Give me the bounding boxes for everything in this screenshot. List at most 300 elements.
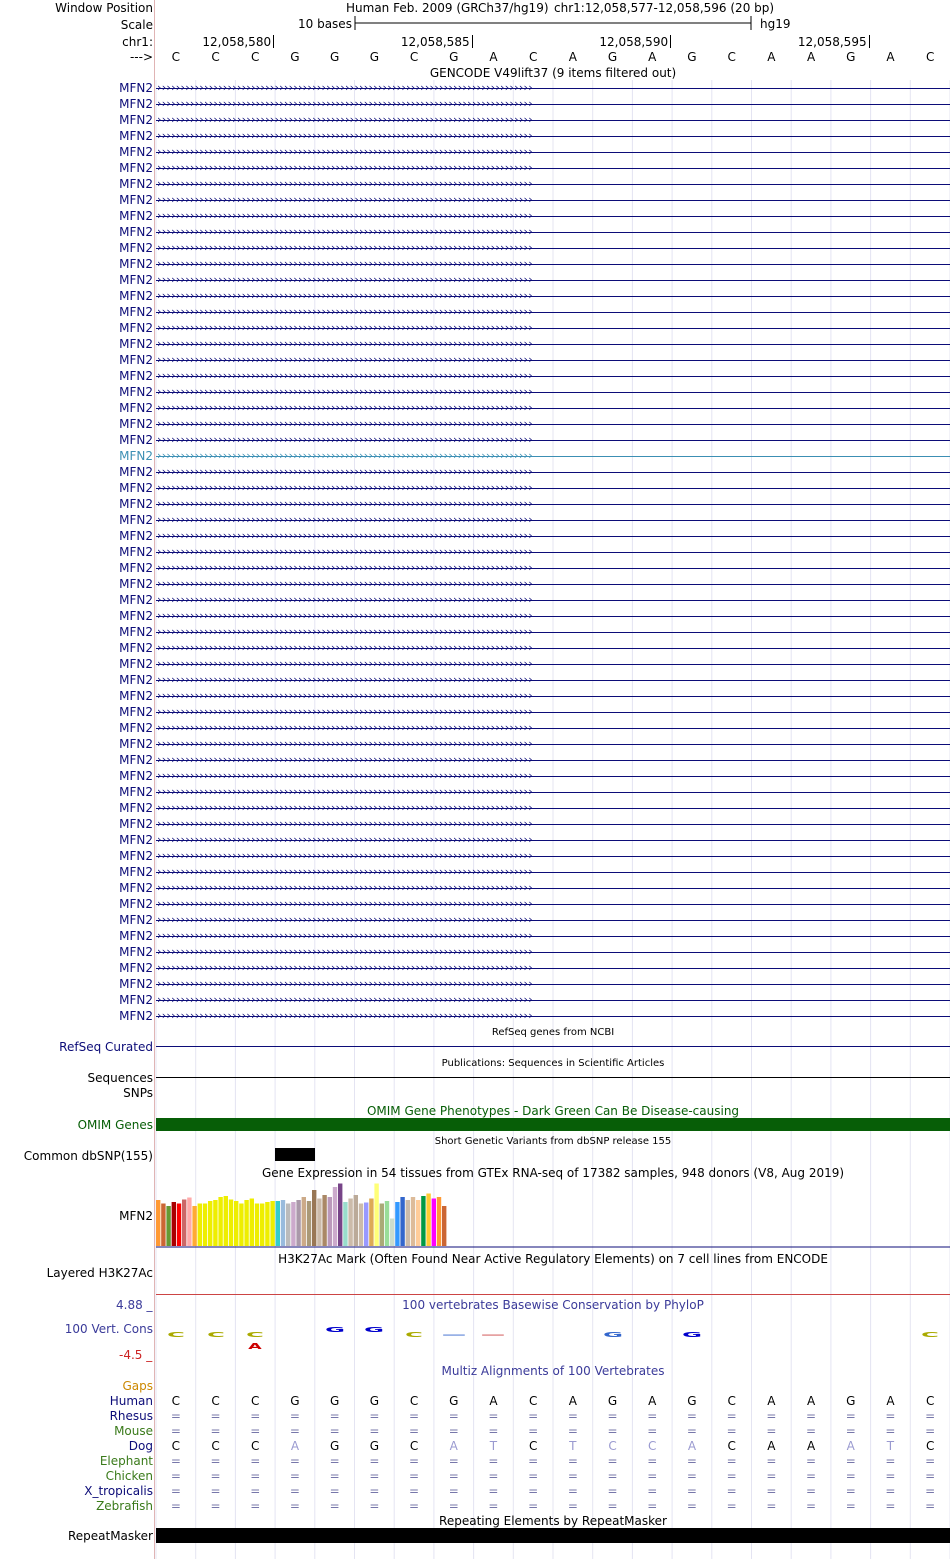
multiz-base: = — [170, 1469, 181, 1483]
multiz-base: = — [925, 1409, 936, 1423]
gencode-gene-label[interactable]: MFN2 — [119, 257, 153, 271]
gencode-gene-label[interactable]: MFN2 — [119, 449, 153, 463]
position-text: chr1:12,058,577-12,058,596 (20 bp) — [554, 1, 775, 15]
gencode-strand-chevrons: ›››››››››››››››››››››››››››››››››››››››››››››››››››››››››››››››››››››››››››››››› — [157, 225, 533, 238]
gencode-strand-chevrons: ›››››››››››››››››››››››››››››››››››››››››››››››››››››››››››››››››››››››››››››››› — [157, 801, 533, 814]
repeatmasker-track-title[interactable]: Repeating Elements by RepeatMasker — [439, 1514, 667, 1528]
gencode-strand-chevrons: ›››››››››››››››››››››››››››››››››››››››››››››››››››››››››››››››››››››››››››››››› — [157, 193, 533, 206]
multiz-species-label[interactable]: Mouse — [114, 1424, 153, 1438]
multiz-species-label[interactable]: Dog — [128, 1439, 153, 1453]
gencode-gene-label[interactable]: MFN2 — [119, 593, 153, 607]
gtex-tissue-bar[interactable] — [374, 1184, 378, 1247]
publications-line[interactable] — [156, 1077, 950, 1078]
phylop-base-glyph[interactable]: C — [246, 1330, 265, 1339]
gtex-expression-bars[interactable] — [156, 1176, 950, 1248]
gencode-gene-label[interactable]: MFN2 — [119, 145, 153, 159]
multiz-base: A — [767, 1394, 776, 1408]
phylop-base-glyph[interactable]: — — [481, 1330, 506, 1339]
gencode-gene-label[interactable]: MFN2 — [119, 1009, 153, 1023]
multiz-base: C — [409, 1439, 419, 1453]
multiz-base: = — [250, 1469, 261, 1483]
multiz-base: = — [726, 1484, 737, 1498]
gencode-strand-chevrons: ›››››››››››››››››››››››››››››››››››››››››››››››››››››››››››››››››››››››››››››››› — [157, 625, 533, 638]
multiz-base: = — [766, 1469, 777, 1483]
gtex-tissue-bar[interactable] — [239, 1204, 243, 1247]
multiz-base: T — [489, 1439, 498, 1453]
gtex-tissue-bar[interactable] — [213, 1200, 217, 1246]
gencode-strand-chevrons: ›››››››››››››››››››››››››››››››››››››››››››››››››››››››››››››››››››››››››››››››› — [157, 81, 533, 94]
gencode-gene-label[interactable]: MFN2 — [119, 881, 153, 895]
gtex-tissue-bar[interactable] — [421, 1196, 425, 1246]
scale-genome: hg19 — [760, 17, 791, 31]
multiz-base: = — [409, 1484, 420, 1498]
multiz-base: = — [766, 1424, 777, 1438]
multiz-species-label[interactable]: Human — [109, 1394, 153, 1408]
gtex-tissue-bar[interactable] — [416, 1200, 420, 1246]
refseq-track-label[interactable]: RefSeq Curated — [59, 1040, 153, 1054]
multiz-base: = — [369, 1424, 380, 1438]
gencode-gene-label[interactable]: MFN2 — [119, 417, 153, 431]
gencode-gene-label[interactable]: MFN2 — [119, 353, 153, 367]
multiz-base: A — [806, 1394, 816, 1408]
multiz-base: A — [568, 1394, 577, 1408]
gtex-tissue-bar[interactable] — [218, 1197, 222, 1246]
gtex-tissue-bar[interactable] — [156, 1200, 160, 1246]
gtex-tissue-bar[interactable] — [380, 1204, 384, 1247]
multiz-species-label[interactable]: X_tropicalis — [84, 1484, 153, 1498]
gtex-tissue-bar[interactable] — [270, 1201, 274, 1246]
gencode-gene-label[interactable]: MFN2 — [119, 561, 153, 575]
multiz-base: = — [686, 1484, 697, 1498]
dbsnp-variant-block[interactable] — [275, 1148, 315, 1161]
multiz-base: = — [567, 1469, 578, 1483]
coord-tick-label: 12,058,580 — [202, 35, 272, 49]
gtex-tissue-bar[interactable] — [354, 1195, 358, 1246]
multiz-base: = — [250, 1409, 261, 1423]
multiz-base: G — [329, 1394, 340, 1408]
gencode-strand-chevrons: ›››››››››››››››››››››››››››››››››››››››››››››››››››››››››››››››››››››››››››››››› — [157, 657, 533, 670]
gencode-strand-chevrons: ›››››››››››››››››››››››››››››››››››››››››››››››››››››››››››››››››››››››››››››››› — [157, 497, 533, 510]
gencode-gene-label[interactable]: MFN2 — [119, 801, 153, 815]
gtex-tissue-bar[interactable] — [161, 1204, 165, 1247]
gtex-tissue-bar[interactable] — [281, 1200, 285, 1246]
gtex-tissue-bar[interactable] — [166, 1206, 170, 1246]
gencode-strand-chevrons: ›››››››››››››››››››››››››››››››››››››››››››››››››››››››››››››››››››››››››››››››› — [157, 577, 533, 590]
multiz-species-label[interactable]: Rhesus — [109, 1409, 153, 1423]
gencode-track-title[interactable]: GENCODE V49lift37 (9 items filtered out) — [429, 66, 677, 80]
phylop-track-title[interactable]: 100 vertebrates Basewise Conservation by PhyloP — [402, 1298, 704, 1312]
multiz-base: = — [528, 1499, 539, 1513]
base-letter: G — [449, 50, 459, 64]
base-letter: C — [211, 50, 220, 64]
gencode-strand-chevrons: ›››››››››››››››››››››››››››››››››››››››››››››››››››››››››››››››››››››››››››››››› — [157, 145, 533, 158]
gencode-strand-chevrons: ›››››››››››››››››››››››››››››››››››››››››››››››››››››››››››››››››››››››››››››››› — [157, 257, 533, 270]
gtex-tissue-bar[interactable] — [255, 1204, 259, 1247]
multiz-base: C — [528, 1439, 538, 1453]
phylop-base-glyph[interactable]: — — [441, 1330, 466, 1339]
multiz-base: = — [289, 1409, 300, 1423]
multiz-base: = — [845, 1499, 856, 1513]
gencode-strand-chevrons: ›››››››››››››››››››››››››››››››››››››››››››››››››››››››››››››››››››››››››››››››› — [157, 977, 533, 990]
phylop-base-glyph[interactable]: C — [921, 1330, 940, 1339]
gencode-strand-chevrons: ›››››››››››››››››››››››››››››››››››››››››››››››››››››››››››››››››››››››››››››››› — [157, 721, 533, 734]
gencode-gene-label[interactable]: MFN2 — [119, 673, 153, 687]
gtex-tissue-bar[interactable] — [432, 1199, 436, 1247]
refseq-track-title[interactable]: RefSeq genes from NCBI — [491, 1027, 615, 1038]
gencode-strand-chevrons: ›››››››››››››››››››››››››››››››››››››››››››››››››››››››››››››››››››››››››››››››› — [157, 641, 533, 654]
gtex-tissue-bar[interactable] — [265, 1202, 269, 1246]
coord-tick-mark — [869, 35, 870, 48]
multiz-base: = — [647, 1469, 658, 1483]
gencode-strand-chevrons: ›››››››››››››››››››››››››››››››››››››››››››››››››››››››››››››››››››››››››››››››› — [157, 545, 533, 558]
gencode-gene-label[interactable]: MFN2 — [119, 609, 153, 623]
phylop-base-glyph[interactable]: C — [166, 1330, 185, 1339]
multiz-base: = — [210, 1484, 221, 1498]
gencode-strand-chevrons: ›››››››››››››››››››››››››››››››››››››››››››››››››››››››››››››››››››››››››››››››› — [157, 401, 533, 414]
multiz-base: = — [329, 1484, 340, 1498]
gencode-gene-label[interactable]: MFN2 — [119, 785, 153, 799]
gencode-gene-label[interactable]: MFN2 — [119, 977, 153, 991]
omim-track-label[interactable]: OMIM Genes — [77, 1118, 153, 1132]
gencode-gene-label[interactable]: MFN2 — [119, 817, 153, 831]
multiz-base: = — [567, 1454, 578, 1468]
multiz-base: = — [488, 1409, 499, 1423]
gencode-gene-label[interactable]: MFN2 — [119, 721, 153, 735]
gtex-tissue-bar[interactable] — [442, 1206, 446, 1246]
multiz-base: = — [448, 1469, 459, 1483]
gencode-strand-chevrons: ›››››››››››››››››››››››››››››››››››››››››››››››››››››››››››››››››››››››››››››››› — [157, 353, 533, 366]
gencode-gene-label[interactable]: MFN2 — [119, 113, 153, 127]
gencode-gene-label[interactable]: MFN2 — [119, 929, 153, 943]
multiz-base: = — [845, 1409, 856, 1423]
gtex-tissue-bar[interactable] — [322, 1195, 326, 1246]
gencode-gene-label[interactable]: MFN2 — [119, 177, 153, 191]
phylop-ymin: -4.5 _ — [119, 1348, 153, 1362]
gtex-tissue-bar[interactable] — [338, 1184, 342, 1247]
gtex-tissue-bar[interactable] — [333, 1187, 337, 1246]
gtex-tissue-bar[interactable] — [437, 1197, 441, 1246]
multiz-base: = — [925, 1424, 936, 1438]
multiz-base: = — [289, 1469, 300, 1483]
multiz-gaps-label[interactable]: Gaps — [122, 1379, 153, 1393]
gencode-gene-label[interactable]: MFN2 — [119, 705, 153, 719]
phylop-track-label[interactable]: 100 Vert. Cons — [64, 1322, 153, 1336]
gtex-tissue-bar[interactable] — [286, 1204, 290, 1247]
multiz-base: C — [251, 1439, 260, 1453]
base-letter: A — [806, 50, 816, 64]
gencode-gene-label[interactable]: MFN2 — [119, 625, 153, 639]
multiz-base: C — [608, 1439, 617, 1453]
gencode-gene-label[interactable]: MFN2 — [119, 401, 153, 415]
gencode-gene-label[interactable]: MFN2 — [119, 945, 153, 959]
gencode-gene-label[interactable]: MFN2 — [119, 129, 153, 143]
multiz-base: = — [925, 1454, 936, 1468]
multiz-base: T — [569, 1439, 577, 1453]
gtex-tissue-bar[interactable] — [411, 1197, 415, 1246]
gencode-gene-label[interactable]: MFN2 — [119, 513, 153, 527]
gencode-gene-label[interactable]: MFN2 — [119, 737, 153, 751]
window-position-label: Window Position — [55, 1, 153, 15]
gtex-tissue-bar[interactable] — [234, 1201, 238, 1246]
multiz-base: G — [329, 1439, 340, 1453]
gencode-gene-label[interactable]: MFN2 — [119, 305, 153, 319]
gtex-track-label[interactable]: MFN2 — [119, 1209, 153, 1223]
gencode-gene-label[interactable]: MFN2 — [119, 433, 153, 447]
omim-track-title[interactable]: OMIM Gene Phenotypes - Dark Green Can Be Disease-causing — [366, 1104, 740, 1118]
gtex-tissue-bar[interactable] — [250, 1199, 254, 1247]
multiz-base: = — [925, 1499, 936, 1513]
gencode-gene-label[interactable]: MFN2 — [119, 657, 153, 671]
base-letter: C — [251, 50, 260, 64]
multiz-base: = — [885, 1484, 896, 1498]
publications-label-line2[interactable]: SNPs — [123, 1086, 153, 1100]
multiz-base: = — [766, 1409, 777, 1423]
multiz-base: = — [170, 1454, 181, 1468]
gencode-gene-label[interactable]: MFN2 — [119, 961, 153, 975]
multiz-base: A — [846, 1439, 855, 1453]
gtex-tissue-bar[interactable] — [208, 1201, 212, 1246]
gtex-tissue-bar[interactable] — [395, 1202, 399, 1246]
gtex-tissue-bar[interactable] — [172, 1202, 176, 1246]
gtex-tissue-bar[interactable] — [229, 1200, 233, 1247]
gencode-gene-label[interactable]: MFN2 — [119, 641, 153, 655]
gtex-tissue-bar[interactable] — [343, 1202, 347, 1246]
coord-tick-label: 12,058,590 — [599, 35, 669, 49]
gencode-gene-label[interactable]: MFN2 — [119, 209, 153, 223]
gtex-tissue-bar[interactable] — [203, 1204, 207, 1247]
multiz-base: = — [289, 1499, 300, 1513]
gtex-tissue-bar[interactable] — [385, 1201, 389, 1246]
repeatmasker-track-label[interactable]: RepeatMasker — [67, 1529, 153, 1543]
gencode-strand-chevrons: ›››››››››››››››››››››››››››››››››››››››››››››››››››››››››››››››››››››››››››››››› — [157, 273, 533, 286]
gencode-strand-chevrons: ›››››››››››››››››››››››››››››››››››››››››››››››››››››››››››››››››››››››››››››››› — [157, 737, 533, 750]
gtex-tissue-bar[interactable] — [291, 1202, 295, 1246]
multiz-base: = — [885, 1409, 896, 1423]
gencode-gene-label[interactable]: MFN2 — [119, 529, 153, 543]
dbsnp-track-title[interactable]: Short Genetic Variants from dbSNP release 155 — [434, 1136, 672, 1147]
gtex-tissue-bar[interactable] — [187, 1198, 191, 1247]
multiz-base: = — [448, 1484, 459, 1498]
gtex-tissue-bar[interactable] — [328, 1197, 332, 1246]
multiz-base: A — [290, 1439, 300, 1453]
gencode-gene-label[interactable]: MFN2 — [119, 577, 153, 591]
gtex-tissue-bar[interactable] — [244, 1200, 248, 1246]
refseq-gene-line[interactable] — [156, 1046, 950, 1047]
gtex-tissue-bar[interactable] — [177, 1204, 181, 1247]
base-letter: A — [767, 50, 776, 64]
gtex-tissue-bar[interactable] — [364, 1203, 368, 1247]
gencode-strand-chevrons: ›››››››››››››››››››››››››››››››››››››››››››››››››››››››››››››››››››››››››››››››› — [157, 689, 533, 702]
multiz-base: = — [885, 1424, 896, 1438]
multiz-base: = — [885, 1454, 896, 1468]
multiz-base: = — [250, 1484, 261, 1498]
gtex-tissue-bar[interactable] — [312, 1190, 316, 1246]
gencode-gene-label[interactable]: MFN2 — [119, 913, 153, 927]
gtex-tissue-bar[interactable] — [182, 1200, 186, 1247]
gencode-strand-chevrons: ›››››››››››››››››››››››››››››››››››››››››››››››››››››››››››››››››››››››››››››››› — [157, 129, 533, 142]
gencode-gene-label[interactable]: MFN2 — [119, 193, 153, 207]
gencode-strand-chevrons: ›››››››››››››››››››››››››››››››››››››››››››››››››››››››››››››››››››››››››››››››› — [157, 465, 533, 478]
gencode-strand-chevrons: ›››››››››››››››››››››››››››››››››››››››››››››››››››››››››››››››››››››››››››››››› — [157, 817, 533, 830]
phylop-base-glyph[interactable]: A — [248, 1342, 263, 1352]
gencode-strand-chevrons: ›››››››››››››››››››››››››››››››››››››››››››››››››››››››››››››››››››››››››››››››› — [157, 433, 533, 446]
gencode-gene-label[interactable]: MFN2 — [119, 337, 153, 351]
multiz-base: = — [607, 1454, 618, 1468]
gencode-strand-chevrons: ›››››››››››››››››››››››››››››››››››››››››››››››››››››››››››››››››››››››››››››››› — [157, 705, 533, 718]
coord-tick-mark — [670, 35, 671, 48]
multiz-base: = — [726, 1454, 737, 1468]
multiz-base: A — [687, 1439, 697, 1453]
multiz-base: = — [607, 1409, 618, 1423]
publications-track-title[interactable]: Publications: Sequences in Scientific Articles — [441, 1058, 665, 1069]
gencode-strand-chevrons: ›››››››››››››››››››››››››››››››››››››››››››››››››››››››››››››››››››››››››››››››› — [157, 881, 533, 894]
multiz-base: = — [289, 1484, 300, 1498]
gtex-tissue-bar[interactable] — [400, 1197, 404, 1246]
phylop-base-glyph[interactable]: G — [682, 1330, 702, 1339]
multiz-base: = — [647, 1409, 658, 1423]
multiz-base: = — [329, 1469, 340, 1483]
multiz-base: = — [528, 1409, 539, 1423]
gtex-tissue-bar[interactable] — [369, 1199, 373, 1247]
multiz-base: C — [171, 1439, 181, 1453]
gencode-gene-label[interactable]: MFN2 — [119, 481, 153, 495]
coord-tick-label: 12,058,585 — [400, 35, 470, 49]
dbsnp-track-label[interactable]: Common dbSNP(155) — [23, 1149, 153, 1163]
gencode-gene-label[interactable]: MFN2 — [119, 545, 153, 559]
gtex-tissue-bar[interactable] — [296, 1200, 300, 1246]
gencode-gene-label[interactable]: MFN2 — [119, 689, 153, 703]
gencode-strand-chevrons: ›››››››››››››››››››››››››››››››››››››››››››››››››››››››››››››››››››››››››››››››› — [157, 481, 533, 494]
gencode-strand-chevrons: ›››››››››››››››››››››››››››››››››››››››››››››››››››››››››››››››››››››››››››››››› — [157, 961, 533, 974]
phylop-base-glyph[interactable]: G — [364, 1325, 385, 1334]
gtex-tissue-bar[interactable] — [224, 1196, 228, 1246]
gencode-strand-chevrons: ›››››››››››››››››››››››››››››››››››››››››››››››››››››››››››››››››››››››››››››››› — [157, 161, 533, 174]
gtex-tissue-bar[interactable] — [276, 1201, 280, 1246]
gtex-tissue-bar[interactable] — [426, 1194, 430, 1247]
gencode-strand-chevrons: ›››››››››››››››››››››››››››››››››››››››››››››››››››››››››››››››››››››››››››››››› — [157, 289, 533, 302]
gencode-gene-label[interactable]: MFN2 — [119, 241, 153, 255]
gencode-gene-label[interactable]: MFN2 — [119, 465, 153, 479]
base-letter: C — [727, 50, 736, 64]
multiz-base: = — [210, 1424, 221, 1438]
multiz-base: C — [251, 1394, 260, 1408]
multiz-base: = — [448, 1409, 459, 1423]
gencode-gene-label[interactable]: MFN2 — [119, 369, 153, 383]
gencode-gene-label[interactable]: MFN2 — [119, 865, 153, 879]
multiz-base: = — [686, 1469, 697, 1483]
multiz-base: C — [648, 1439, 657, 1453]
multiz-base: = — [806, 1454, 817, 1468]
gencode-gene-label[interactable]: MFN2 — [119, 833, 153, 847]
multiz-base: = — [766, 1484, 777, 1498]
multiz-track-title[interactable]: Multiz Alignments of 100 Vertebrates — [441, 1364, 665, 1378]
multiz-base: = — [528, 1454, 539, 1468]
multiz-base: = — [409, 1454, 420, 1468]
h3k27ac-baseline — [156, 1294, 950, 1295]
multiz-base: = — [329, 1454, 340, 1468]
gencode-gene-label[interactable]: MFN2 — [119, 993, 153, 1007]
gencode-strand-chevrons: ›››››››››››››››››››››››››››››››››››››››››››››››››››››››››››››››››››››››››››››››› — [157, 609, 533, 622]
phylop-base-glyph[interactable]: G — [602, 1330, 623, 1339]
gencode-strand-chevrons: ›››››››››››››››››››››››››››››››››››››››››››››››››››››››››››››››››››››››››››››››› — [157, 321, 533, 334]
gencode-gene-label[interactable]: MFN2 — [119, 321, 153, 335]
multiz-base: = — [647, 1454, 658, 1468]
gencode-gene-label[interactable]: MFN2 — [119, 769, 153, 783]
multiz-base: = — [210, 1409, 221, 1423]
multiz-base: = — [647, 1424, 658, 1438]
gtex-tissue-bar[interactable] — [359, 1204, 363, 1247]
gencode-gene-label[interactable]: MFN2 — [119, 273, 153, 287]
multiz-base: = — [647, 1499, 658, 1513]
gencode-strand-chevrons: ›››››››››››››››››››››››››››››››››››››››››››››››››››››››››››››››››››››››››››››››› — [157, 449, 533, 462]
gtex-tissue-bar[interactable] — [307, 1201, 311, 1246]
gencode-gene-label[interactable]: MFN2 — [119, 753, 153, 767]
gtex-tissue-bar[interactable] — [406, 1200, 410, 1246]
multiz-base: = — [329, 1409, 340, 1423]
gencode-strand-chevrons: ›››››››››››››››››››››››››››››››››››››››››››››››››››››››››››››››››››››››››››››››› — [157, 833, 533, 846]
omim-gene-bar[interactable] — [156, 1118, 950, 1131]
multiz-species-label[interactable]: Elephant — [99, 1454, 153, 1468]
gencode-gene-label[interactable]: MFN2 — [119, 97, 153, 111]
multiz-species-label[interactable]: Zebrafish — [96, 1499, 153, 1513]
gencode-gene-label[interactable]: MFN2 — [119, 849, 153, 863]
multiz-base: G — [607, 1394, 618, 1408]
multiz-base: = — [448, 1424, 459, 1438]
phylop-base-glyph[interactable]: C — [206, 1330, 225, 1339]
gtex-tissue-bar[interactable] — [317, 1199, 321, 1247]
multiz-base: = — [329, 1499, 340, 1513]
gtex-tissue-bar[interactable] — [302, 1197, 306, 1246]
label-column-border — [154, 0, 155, 1559]
gencode-strand-chevrons: ›››››››››››››››››››››››››››››››››››››››››››››››››››››››››››››››››››››››››››››››› — [157, 305, 533, 318]
gencode-gene-label[interactable]: MFN2 — [119, 897, 153, 911]
gtex-tissue-bar[interactable] — [192, 1206, 196, 1246]
phylop-base-glyph[interactable]: G — [324, 1325, 345, 1334]
gencode-gene-label[interactable]: MFN2 — [119, 497, 153, 511]
gtex-track-title[interactable]: Gene Expression in 54 tissues from GTEx RNA-seq of 17382 samples, 948 donors (V8, Aug 2019) — [261, 1166, 845, 1180]
gencode-gene-label[interactable]: MFN2 — [119, 385, 153, 399]
multiz-base: = — [845, 1484, 856, 1498]
scale-label: Scale — [120, 18, 153, 32]
assembly-title: Human Feb. 2009 (GRCh37/hg19) — [346, 1, 549, 15]
repeatmasker-bar[interactable] — [156, 1528, 950, 1543]
gtex-tissue-bar[interactable] — [390, 1219, 394, 1247]
multiz-base: C — [925, 1439, 935, 1453]
gencode-strand-chevrons: ›››››››››››››››››››››››››››››››››››››››››››››››››››››››››››››››››››››››››››››››› — [157, 513, 533, 526]
multiz-species-label[interactable]: Chicken — [105, 1469, 153, 1483]
gencode-strand-chevrons: ›››››››››››››››››››››››››››››››››››››››››››››››››››››››››››››››››››››››››››››››› — [157, 1009, 533, 1022]
multiz-base: = — [170, 1424, 181, 1438]
publications-label-line1[interactable]: Sequences — [87, 1071, 153, 1085]
h3k27ac-track-label[interactable]: Layered H3K27Ac — [46, 1266, 153, 1280]
multiz-base: = — [766, 1499, 777, 1513]
phylop-ymax: 4.88 _ — [116, 1298, 153, 1312]
gencode-gene-label[interactable]: MFN2 — [119, 81, 153, 95]
multiz-base: = — [528, 1469, 539, 1483]
strand-label: ---> — [129, 50, 153, 64]
multiz-base: G — [687, 1394, 697, 1408]
gtex-tissue-bar[interactable] — [260, 1204, 264, 1247]
gencode-gene-label[interactable]: MFN2 — [119, 289, 153, 303]
gencode-strand-chevrons: ›››››››››››››››››››››››››››››››››››››››››››››››››››››››››››››››››››››››››››››››› — [157, 385, 533, 398]
phylop-base-glyph[interactable]: C — [405, 1330, 423, 1339]
gtex-tissue-bar[interactable] — [348, 1199, 352, 1247]
h3k27ac-track-title[interactable]: H3K27Ac Mark (Often Found Near Active Regulatory Elements) on 7 cell lines from ENCODE — [278, 1252, 828, 1266]
gencode-gene-label[interactable]: MFN2 — [119, 225, 153, 239]
multiz-base: = — [925, 1469, 936, 1483]
gencode-gene-label[interactable]: MFN2 — [119, 161, 153, 175]
gtex-tissue-bar[interactable] — [198, 1204, 202, 1247]
